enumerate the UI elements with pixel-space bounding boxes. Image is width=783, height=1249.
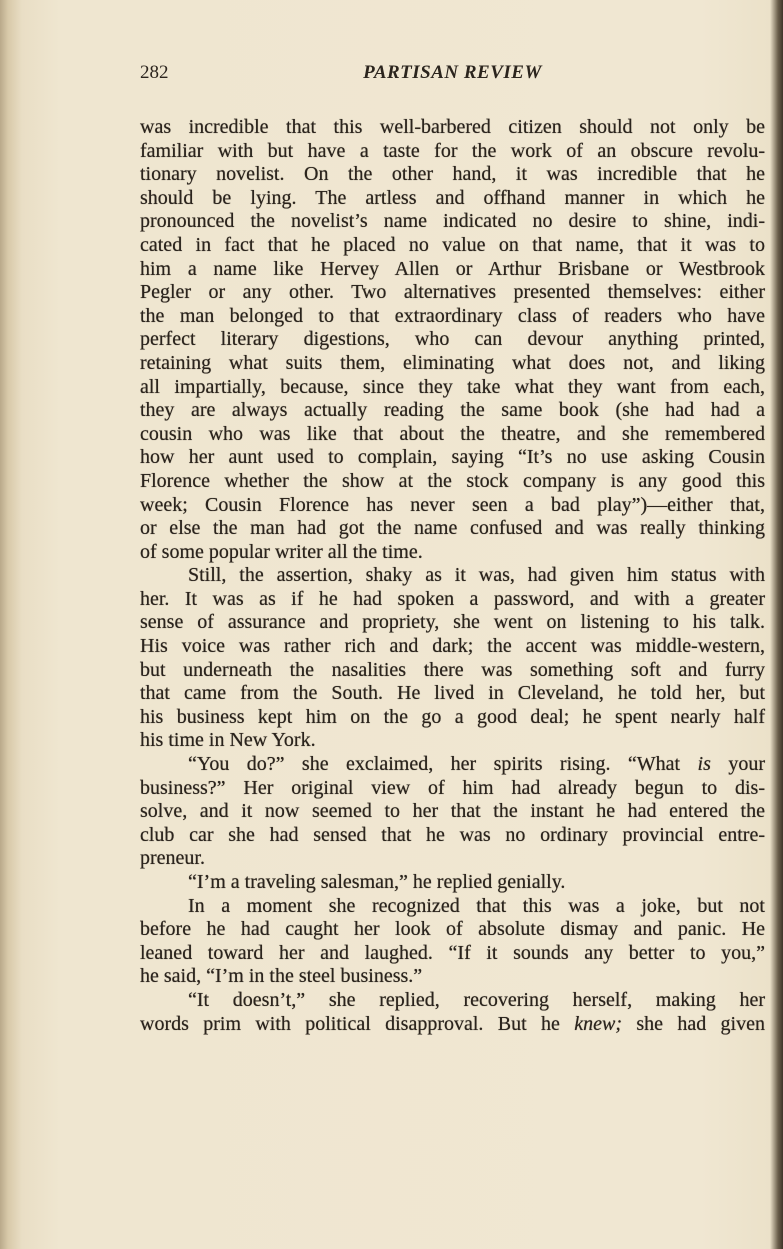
text-span: how her aunt used to complain, saying “It’s no use asking Cousin (140, 446, 765, 469)
text-span: they are always actually reading the same book (she had had a (140, 399, 765, 422)
italic-text: knew; (574, 1012, 622, 1035)
text-span: his business kept him on the go a good deal; he spent nearly half (140, 705, 765, 728)
text-span: her. It was as if he had spoken a password, and with a greater (140, 587, 765, 610)
text-line (140, 541, 765, 565)
text-line (140, 564, 765, 588)
text-line (140, 352, 765, 376)
text-line (140, 258, 765, 282)
text-span: she had given (622, 1012, 765, 1035)
text-span: “It doesn’t,” she replied, recovering herself, making her (188, 988, 765, 1011)
text-line (140, 210, 765, 234)
text-span: In a moment she recognized that this was a joke, but not (188, 894, 765, 917)
text-line (140, 116, 765, 140)
text-span: Still, the assertion, shaky as it was, had given him status with (188, 564, 765, 587)
text-line (140, 305, 765, 329)
text-span: he said, “I’m in the steel business.” (140, 965, 423, 988)
text-span: tionary novelist. On the other hand, it was incredible that he (140, 163, 765, 186)
text-line (140, 871, 765, 895)
text-line (140, 706, 765, 730)
text-span: of some popular writer all the time. (140, 540, 423, 563)
text-line (140, 895, 765, 919)
text-line (140, 942, 765, 966)
text-line (140, 494, 765, 518)
text-line (140, 800, 765, 824)
text-span: “You do?” she exclaimed, her spirits rising. “What (188, 753, 698, 776)
text-span: retaining what suits them, eliminating what does not, and liking (140, 351, 765, 374)
text-line (140, 588, 765, 612)
text-line (140, 187, 765, 211)
text-span: pronounced the novelist’s name indicated no desire to shine, indi- (140, 210, 765, 233)
text-line (140, 824, 765, 848)
text-span: that came from the South. He lived in Cleveland, he told her, but (140, 682, 765, 705)
text-line (140, 446, 765, 470)
text-line (140, 399, 765, 423)
page-header (140, 62, 765, 88)
italic-text: is (697, 753, 711, 776)
text-span: should be lying. The artless and offhand manner in which he (140, 186, 765, 209)
text-span: familiar with but have a taste for the work of an obscure revolu- (140, 139, 765, 162)
text-line (140, 965, 765, 989)
text-span: club car she had sensed that he was no ordinary provincial entre- (140, 823, 765, 846)
text-line (140, 847, 765, 871)
text-span: before he had caught her look of absolute dismay and panic. He (140, 918, 765, 941)
text-span: week; Cousin Florence has never seen a bad play”)—either that, (140, 493, 765, 516)
text-span: his time in New York. (140, 729, 316, 752)
text-span: him a name like Hervey Allen or Arthur Brisbane or Westbrook (140, 257, 765, 280)
text-line (140, 470, 765, 494)
text-line (140, 423, 765, 447)
text-line (140, 281, 765, 305)
text-span: cated in fact that he placed no value on that name, that it was to (140, 233, 765, 256)
text-span: cousin who was like that about the theatre, and she remembered (140, 422, 765, 445)
text-span: the man belonged to that extraordinary class of readers who have (140, 304, 765, 327)
text-line (140, 234, 765, 258)
text-line (140, 163, 765, 187)
text-span: Pegler or any other. Two alternatives presented themselves: either (140, 281, 765, 304)
text-span: preneur. (140, 847, 205, 870)
text-line (140, 1013, 765, 1037)
text-span: all impartially, because, since they take what they want from each, (140, 375, 765, 398)
text-span: solve, and it now seemed to her that the instant he had entered the (140, 800, 765, 823)
text-line (140, 635, 765, 659)
text-line (140, 918, 765, 942)
text-line (140, 659, 765, 683)
text-span: perfect literary digestions, who can devour anything printed, (140, 328, 765, 351)
text-span: sense of assurance and propriety, she went on listening to his talk. (140, 611, 765, 634)
text-span: was incredible that this well-barbered citizen should not only be (140, 116, 765, 138)
text-span: words prim with political disapproval. But he (140, 1012, 575, 1035)
text-line (140, 682, 765, 706)
running-title: PARTISAN REVIEW (363, 62, 542, 83)
text-span: business?” Her original view of him had already begun to dis- (140, 776, 765, 799)
text-span: His voice was rather rich and dark; the accent was middle-western, (140, 635, 765, 658)
text-span: or else the man had got the name confused and was really thinking (140, 517, 765, 540)
text-line (140, 989, 765, 1013)
text-line (140, 328, 765, 352)
page-number: 282 (140, 62, 169, 83)
text-span: but underneath the nasalities there was something soft and furry (140, 658, 765, 681)
body-text (140, 116, 765, 1036)
text-line (140, 376, 765, 400)
text-line (140, 777, 765, 801)
text-line (140, 753, 765, 777)
text-line (140, 611, 765, 635)
text-line (140, 729, 765, 753)
text-span: Florence whether the show at the stock company is any good this (140, 469, 765, 492)
text-span: your (710, 753, 765, 776)
text-span: “I’m a traveling salesman,” he replied genially. (188, 871, 566, 893)
text-line (140, 517, 765, 541)
text-line (140, 140, 765, 164)
text-span: leaned toward her and laughed. “If it sounds any better to you,” (140, 941, 765, 964)
